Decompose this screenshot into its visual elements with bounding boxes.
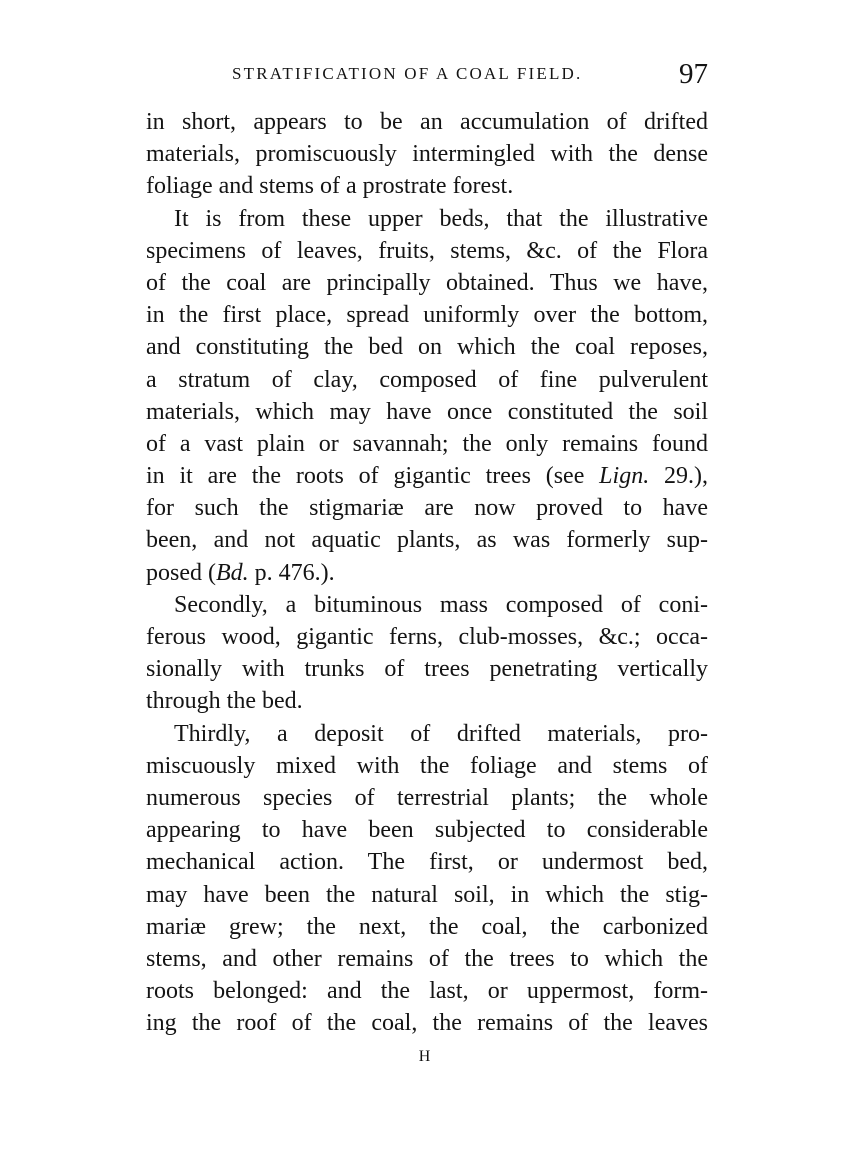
page-number: 97: [679, 58, 708, 90]
text-line: roots belonged: and the last, or uppermost, form-: [146, 978, 708, 1005]
text-line: in the first place, spread uniformly over the bottom,: [146, 302, 708, 329]
text-line: a stratum of clay, composed of fine pulverulent: [146, 366, 708, 393]
text-line: through the bed.: [146, 688, 303, 715]
text-line: It is from these upper beds, that the illustrative: [174, 205, 708, 232]
text-line: materials, which may have once constituted the soil: [146, 398, 708, 425]
text-line: been, and not aquatic plants, as was formerly sup-: [146, 527, 708, 554]
text-line: specimens of leaves, fruits, stems, &c. of the Flora: [146, 237, 708, 264]
running-title: STRATIFICATION OF A COAL FIELD.: [232, 64, 583, 83]
text-line: foliage and stems of a prostrate forest.: [146, 173, 514, 200]
text-line: in short, appears to be an accumulation of drifted: [146, 109, 708, 135]
text-line: of a vast plain or savannah; the only remains found: [146, 430, 708, 457]
text-line: and constituting the bed on which the coal reposes,: [146, 334, 708, 361]
text-line: numerous species of terrestrial plants; the whole: [146, 784, 708, 811]
text-line: mariæ grew; the next, the coal, the carbonized: [146, 913, 708, 940]
text-line: Secondly, a bituminous mass composed of coni-: [174, 591, 708, 618]
text-line: sionally with trunks of trees penetrating vertically: [146, 656, 708, 683]
text-line: materials, promiscuously intermingled with the dense: [146, 141, 708, 168]
text-line: of the coal are principally obtained. Thus we have,: [146, 269, 708, 296]
text-line: posed (Bd. p. 476.).: [146, 559, 335, 586]
text-line: for such the stigmariæ are now proved to have: [146, 495, 708, 522]
text-line: mechanical action. The first, or undermost bed,: [146, 849, 708, 876]
text-line: in it are the roots of gigantic trees (see Lign. 29.),: [146, 463, 708, 490]
text-line: may have been the natural soil, in which the stig-: [146, 881, 708, 908]
text-line: appearing to have been subjected to considerable: [146, 817, 708, 844]
running-head: [146, 58, 708, 92]
text-line: ferous wood, gigantic ferns, club-mosses, &c.; occa-: [146, 624, 708, 650]
text-line: stems, and other remains of the trees to which the: [146, 945, 708, 972]
text-line: miscuously mixed with the foliage and stems of: [146, 752, 708, 779]
body-text: [146, 106, 708, 1039]
text-line: Thirdly, a deposit of drifted materials, pro-: [174, 720, 708, 747]
text-line: ing the roof of the coal, the remains of the leaves: [146, 1010, 708, 1037]
signature-mark: H: [418, 1048, 432, 1065]
